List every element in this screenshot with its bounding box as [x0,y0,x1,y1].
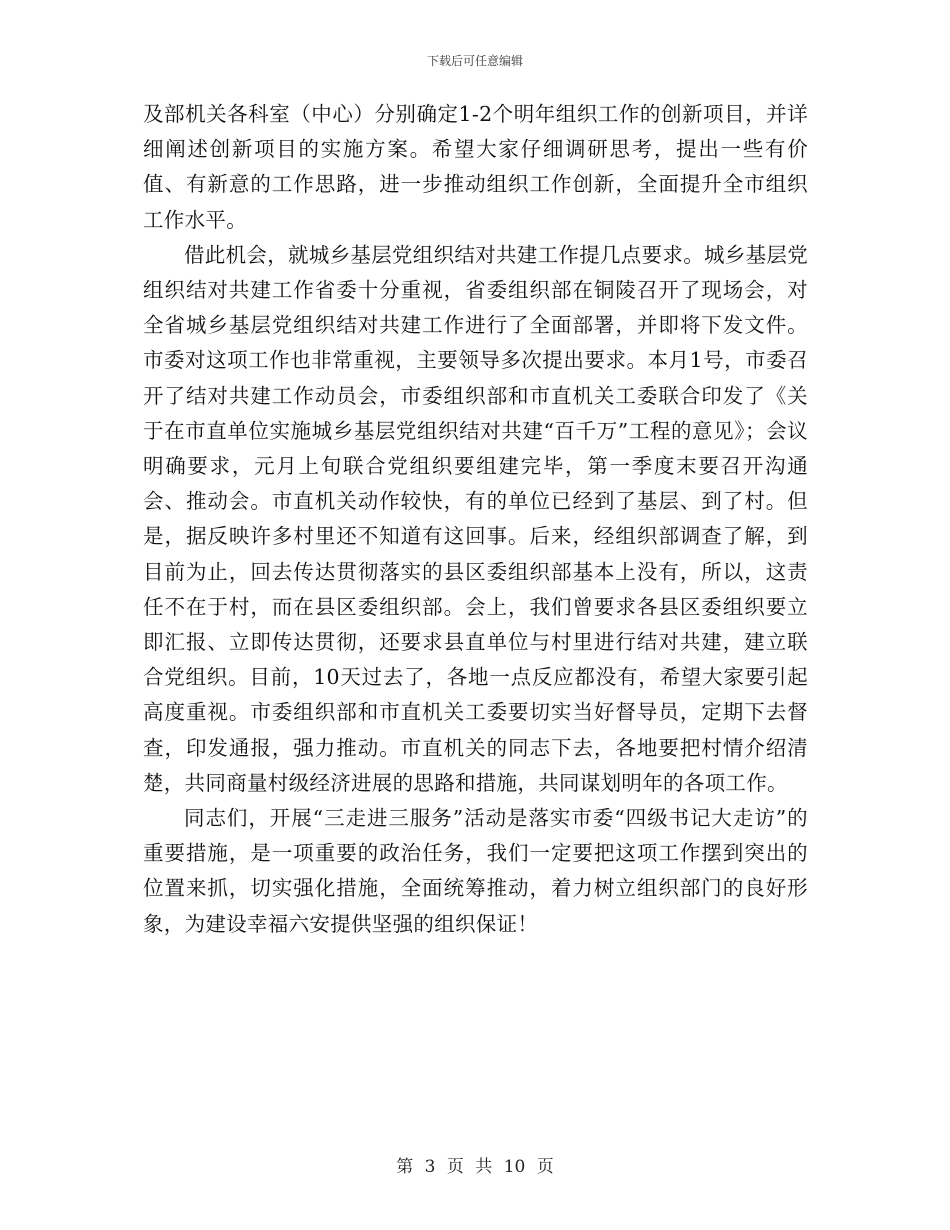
paragraph-2: 借此机会，就城乡基层党组织结对共建工作提几点要求。城乡基层党组织结对共建工作省委十分重视，省委组织部在铜陵召开了现场会，对全省城乡基层党组织结对共建工作进行了全面部署，并即将下发文件。市委对这项工作也非常重视，主要领导多次提出要求。本月1号，市委召开了结对共建工作动员会，市委组织部和市直机关工委联合印发了《关于在市直单位实施城乡基层党组织结对共建“百千万”工程的意见》；会议明确要求，元月上旬联合党组织要组建完毕，第一季度末要召开沟通会、推动会。市直机关动作较快，有的单位已经到了基层、到了村。但是，据反映许多村里还不知道有这回事。后来，经组织部调查了解，到目前为止，回去传达贯彻落实的县区委组织部基本上没有，所以，这责任不在于村，而在县区委组织部。会上，我们曾要求各县区委组织要立即汇报、立即传达贯彻，还要求县直单位与村里进行结对共建，建立联合党组织。目前，10天过去了，各地一点反应都没有，希望大家要引起高度重视。市委组织部和市直机关工委要切实当好督导员，定期下去督查，印发通报，强力推动。市直机关的同志下去，各地要把村情介绍清楚，共同商量村级经济进展的思路和措施，共同谋划明年的各项工作。 [143,242,808,795]
paragraph-3: 同志们，开展“三走进三服务”活动是落实市委“四级书记大走访”的重要措施，是一项重要的政治任务，我们一定要把这项工作摆到突出的位置来抓，切实强化措施，全面统筹推动，着力树立组织部门的良好形象，为建设幸福六安提供坚强的组织保证！ [143,806,808,936]
page-number-footer: 第 3 页 共 10 页 [396,1157,554,1177]
paragraph-1: 及部机关各科室（中心）分别确定1-2个明年组织工作的创新项目，并详细阐述创新项目的实施方案。希望大家仔细调研思考，提出一些有价值、有新意的工作思路，进一步推动组织工作创新，全面提升全市组织工作水平。 [143,102,808,232]
document-body [143,97,808,942]
page-header: 下载后可任意编辑 [426,54,523,68]
